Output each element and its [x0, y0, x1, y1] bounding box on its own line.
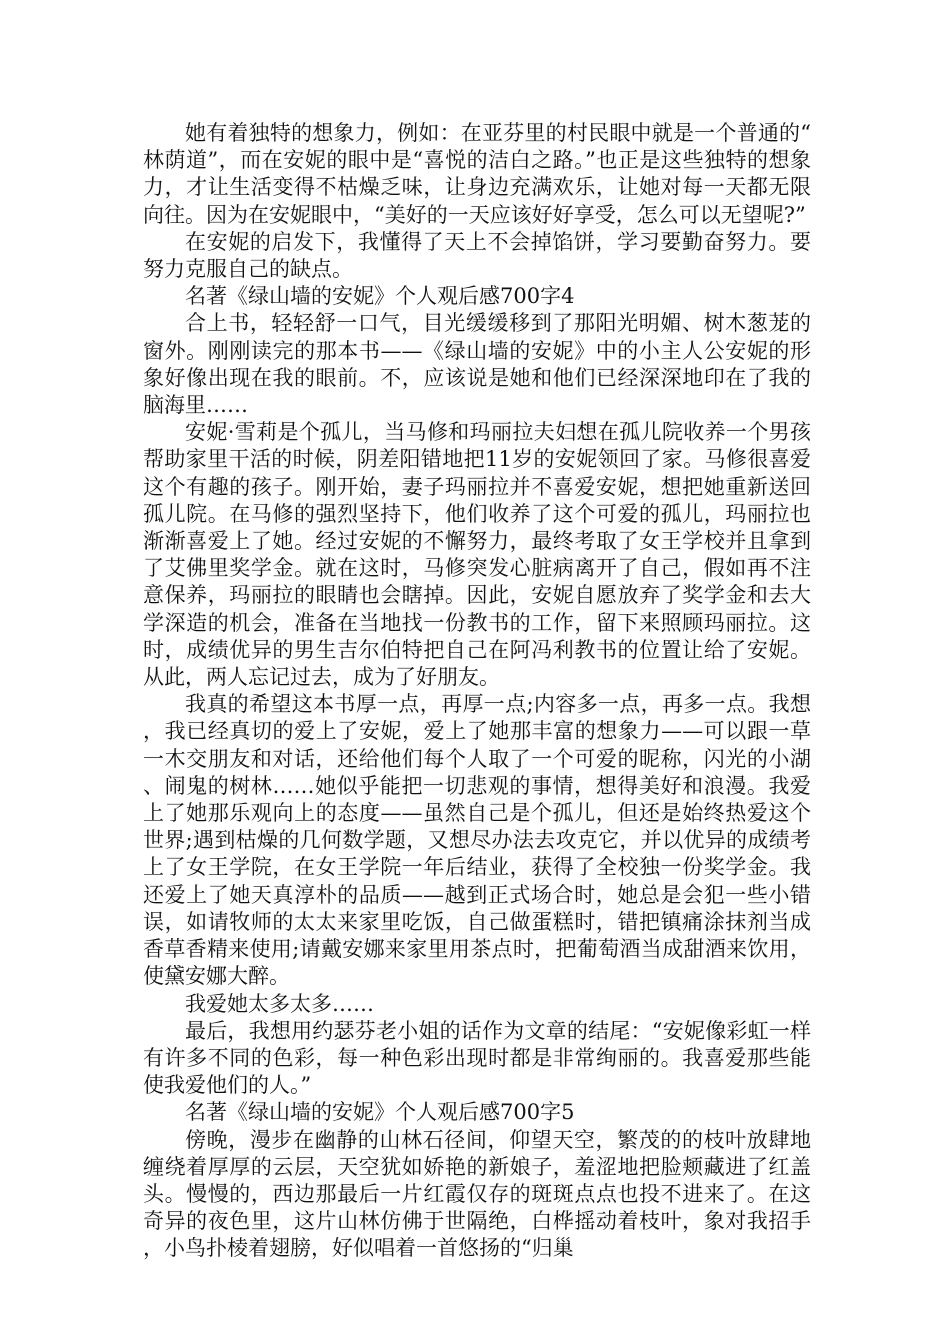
paragraph: 傍晚，漫步在幽静的山林石径间，仰望天空，繁茂的的枝叶放肆地缠绕着厚厚的云层，天空犹如娇艳的新娘子，羞涩地把脸颊藏进了红盖头。慢慢的，西边那最后一片红霞仅存的斑斑点点也投不进来了。在这奇异的夜色里，这片山林仿佛于世隔绝，白桦摇动着枝叶，象对我招手，小鸟扑棱着翅膀，好似唱着一首悠扬的“归巢 [143, 1127, 811, 1261]
section-heading: 名著《绿山墙的安妮》个人观后感700字4 [185, 284, 575, 309]
paragraph: 在安妮的启发下，我懂得了天上不会掉馅饼，学习要勤奋努力。要努力克服自己的缺点。 [143, 229, 811, 282]
paragraph: 安妮·雪莉是个孤儿，当马修和玛丽拉夫妇想在孤儿院收养一个男孩帮助家里干活的时候，阴差阳错地把11岁的安妮领回了家。马修很喜爱这个有趣的孩子。刚开始，妻子玛丽拉并不喜爱安妮，想把她重新送回孤儿院。在马修的强烈坚持下，他们收养了这个可爱的孤儿，玛丽拉也渐渐喜爱上了她。经过安妮的不懈努力，最终考取了女王学校并且拿到了艾佛里奖学金。就在这时，马修突发心脏病离开了自己，假如再不注意保养，玛丽拉的眼睛也会瞎掉。因此，安妮自愿放弃了奖学金和去大学深造的机会，准备在当地找一份教书的工作，留下来照顾玛丽拉。这时，成绩优异的男生吉尔伯特把自己在阿冯利教书的位置让给了安妮。从此，两人忘记过去，成为了好朋友。 [143, 420, 811, 690]
paragraph: 我真的希望这本书厚一点，再厚一点;内容多一点，再多一点。我想，我已经真切的爱上了安妮，爱上了她那丰富的想象力——可以跟一草一木交朋友和对话，还给他们每个人取了一个可爱的昵称，闪光的小湖、闹鬼的树林……她似乎能把一切悲观的事情，想得美好和浪漫。我爱上了她那乐观向上的态度——虽然自己是个孤儿，但还是始终热爱这个世界;遇到枯燥的几何数学题，又想尽办法去攻克它，并以优异的成绩考上了女王学院，在女王学院一年后结业，获得了全校独一份奖学金。我还爱上了她天真淳朴的品质——越到正式场合时，她总是会犯一些小错误，如请牧师的太太来家里吃饭，自己做蛋糕时，错把镇痛涂抹剂当成香草香精来使用;请戴安娜来家里用茶点时，把葡萄酒当成甜酒来饮用，使黛安娜大醉。 [143, 692, 811, 989]
paragraph: 我爱她太多太多…… [185, 991, 374, 1016]
paragraph: 她有着独特的想象力，例如：在亚芬里的村民眼中就是一个普通的“林荫道”，而在安妮的眼中是“喜悦的洁白之路。”也正是这些独特的想象力，才让生活变得不枯燥乏味，让身边充满欢乐，让她对每一天都无限向往。因为在安妮眼中，“美好的一天应该好好享受，怎么可以无望呢?” [143, 121, 811, 227]
paragraph: 合上书，轻轻舒一口气，目光缓缓移到了那阳光明媚、树木葱茏的窗外。刚刚读完的那本书——《绿山墙的安妮》中的小主人公安妮的形象好像出现在我的眼前。不，应该说是她和他们已经深深地印在了我的脑海里…… [143, 311, 811, 418]
document-page [143, 120, 811, 1263]
section-heading: 名著《绿山墙的安妮》个人观后感700字5 [185, 1100, 575, 1125]
paragraph: 最后，我想用约瑟芬老小姐的话作为文章的结尾：“安妮像彩虹一样有许多不同的色彩，每一种色彩出现时都是非常绚丽的。我喜爱那些能使我爱他们的人。” [143, 1018, 811, 1098]
